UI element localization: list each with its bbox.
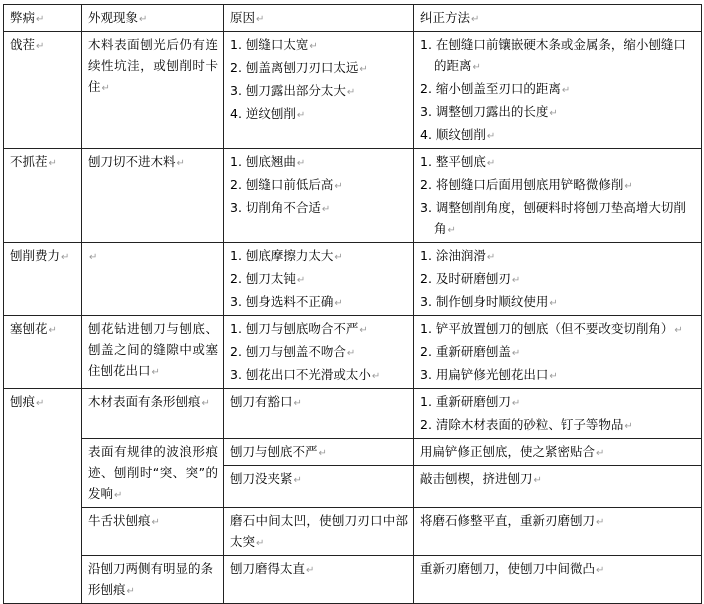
header-defect: 弊病↵ xyxy=(4,5,82,32)
defect-cell: 刨痕↵ xyxy=(4,389,82,604)
defect-cell: 刨削费力↵ xyxy=(4,243,82,316)
list-item: 1. 重新研磨刨刀↵ xyxy=(420,394,521,409)
cause-cell: 刨刀有豁口↵ xyxy=(224,389,414,439)
list-item: 2. 刨刀太钝↵ xyxy=(230,271,306,286)
list-item: 1. 铲平放置刨刀的刨底（但不要改变切削角）↵ xyxy=(420,321,683,336)
table-row xyxy=(4,389,702,439)
list-item: 1. 整平刨底↵ xyxy=(420,154,496,169)
table-row xyxy=(4,556,702,604)
list-item: 2. 刨刀与刨盖不吻合↵ xyxy=(230,344,356,359)
defect-cell: 戗茬↵ xyxy=(4,32,82,149)
list-item: 3. 刨花出口不光滑或太小↵ xyxy=(230,367,381,382)
header-cause: 原因↵ xyxy=(224,5,414,32)
list-item: 4. 逆纹刨削↵ xyxy=(230,106,306,121)
list-item: 2. 刨缝口前低后高↵ xyxy=(230,177,343,192)
cause-cell: 刨刀磨得太直↵ xyxy=(224,556,414,604)
cause-list xyxy=(224,316,414,389)
defect-cell: 不抓茬↵ xyxy=(4,149,82,243)
phenomenon-cell: ↵ xyxy=(82,243,224,316)
cause-list xyxy=(224,149,414,243)
cause-list xyxy=(224,32,414,149)
list-item: 3. 制作刨身时顺纹使用↵ xyxy=(420,294,558,309)
phenomenon-cell: 木材表面有条形刨痕↵ xyxy=(82,389,224,439)
fix-list xyxy=(414,149,702,243)
list-item: 2. 将刨缝口后面用刨底用铲略微修削↵ xyxy=(420,177,633,192)
phenomenon-cell: 刨花钻进刨刀与刨底、刨盖之间的缝隙中或塞住刨花出口↵ xyxy=(82,316,224,389)
cause-list xyxy=(224,243,414,316)
list-item: 1. 刨底翘曲↵ xyxy=(230,154,306,169)
fix-cell: 敲击刨楔，挤进刨刀↵ xyxy=(414,466,702,508)
list-item: 3. 刨身选料不正确↵ xyxy=(230,294,343,309)
list-item: 1. 刨底摩擦力太大↵ xyxy=(230,248,343,263)
header-row xyxy=(4,5,702,32)
list-item: 2. 重新研磨刨盖↵ xyxy=(420,344,521,359)
cause-cell: 磨石中间太凹，使刨刀刃口中部太突↵ xyxy=(224,508,414,556)
header-fix: 纠正方法↵ xyxy=(414,5,702,32)
fix-cell: 用扁铲修正刨底，使之紧密贴合↵ xyxy=(414,439,702,466)
list-item: 3. 切削角不合适↵ xyxy=(230,200,331,215)
list-item: 3. 用扁铲修光刨花出口↵ xyxy=(420,367,558,382)
table-row xyxy=(4,32,702,149)
cause-cell: 刨刀没夹紧↵ xyxy=(224,466,414,508)
list-item: 2. 及时研磨刨刃↵ xyxy=(420,271,521,286)
cause-cell: 刨刀与刨底不严↵ xyxy=(224,439,414,466)
list-item: 4. 顺纹刨削↵ xyxy=(420,127,496,142)
list-item: 1. 刨刀与刨底吻合不严↵ xyxy=(230,321,368,336)
phenomenon-cell: 刨刀切不进木料↵ xyxy=(82,149,224,243)
list-item: 3. 调整刨刀露出的长度↵ xyxy=(420,104,558,119)
list-item: 3. 调整刨削角度，刨硬料时将刨刀垫高增大切削角↵ xyxy=(420,200,686,236)
header-phenomenon: 外观现象↵ xyxy=(82,5,224,32)
table-row xyxy=(4,439,702,466)
defect-cell: 塞刨花↵ xyxy=(4,316,82,389)
phenomenon-cell: 牛舌状刨痕↵ xyxy=(82,508,224,556)
fix-list xyxy=(414,32,702,149)
list-item: 1. 涂油润滑↵ xyxy=(420,248,496,263)
phenomenon-cell: 表面有规律的波浪形痕迹、刨削时“突、突”的发响↵ xyxy=(82,439,224,508)
planing-defects-table xyxy=(3,4,702,604)
fix-list xyxy=(414,316,702,389)
list-item: 3. 刨刀露出部分太大↵ xyxy=(230,83,356,98)
fix-list xyxy=(414,243,702,316)
phenomenon-cell: 沿刨刀两侧有明显的条形刨痕↵ xyxy=(82,556,224,604)
fix-cell: 重新刃磨刨刀，使刨刀中间微凸↵ xyxy=(414,556,702,604)
phenomenon-cell: 木料表面刨光后仍有连续性坑洼，或刨削时卡住↵ xyxy=(82,32,224,149)
list-item: 2. 缩小刨盖至刃口的距离↵ xyxy=(420,81,571,96)
list-item: 2. 刨盖离刨刀刃口太远↵ xyxy=(230,60,368,75)
list-item: 1. 刨缝口太宽↵ xyxy=(230,37,318,52)
list-item: 1. 在刨缝口前镶嵌硬木条或金属条，缩小刨缝口的距离↵ xyxy=(420,37,686,73)
list-item: 2. 清除木材表面的砂粒、钉子等物品↵ xyxy=(420,417,633,432)
fix-cell: 将磨石修整平直，重新刃磨刨刀↵ xyxy=(414,508,702,556)
fix-list xyxy=(414,389,702,439)
table-row xyxy=(4,316,702,389)
table-row xyxy=(4,508,702,556)
table-row xyxy=(4,243,702,316)
table-row xyxy=(4,149,702,243)
